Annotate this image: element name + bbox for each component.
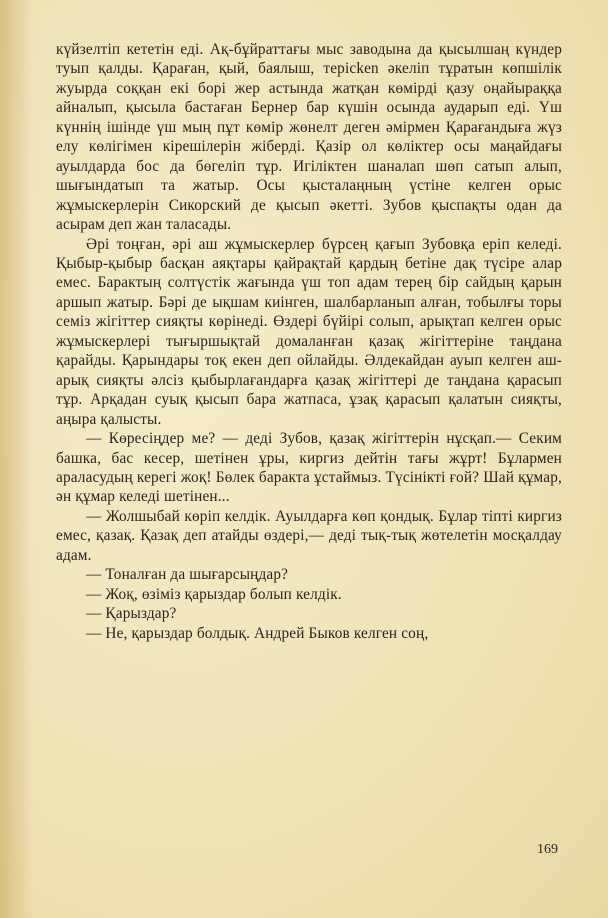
- paragraph-1: күйзелтіп кететін еді. Ақ-бұйраттағы мыс заводына да қысылшаң күндер туып қалды. Қараған, қый, баялыш, терісken әкеліп тұратын көпшілік жуырда соққан екі борі жер астында жатқан көмірді қазу оңайыраққа айналып, қысыла бастаған Бернер бар күшін осында аударып еді. Үш күннің ішінде үш мың пұт көмір жөнелт деген әмірмен Қарағандыға жүз елу көлігімен кірешілерін жіберді. Қазір ол көліктер осы маңайдағы ауылдарда бос да бөгеліп тұр. Игіліктен шаналап шөп сатып алып, шығындатып та жатыр. Осы қысталаңның үстіне келген орыс жұмыскерлерін Сикорский де қысып әкетті. Зубов қыспақты одан да асырам деп жан таласады.: [56, 41, 562, 234]
- page-number: 169: [537, 842, 558, 857]
- paragraph-4: — Жолшыбай көріп келдік. Ауылдарға көп қондық. Бұлар тіпті киргиз емес, қазақ. Қазақ деп атайды өздері,— деді тық-тық жөтелетін мосқалдау адам.: [56, 507, 562, 564]
- paragraph-3: — Көресіңдер ме? — деді Зубов, қазақ жігіттерін нұсқап.— Секим башка, бас кесер, шетінен ұры, киргиз дейтін тағы жұрт! Бұлармен араласудың керегі жоқ! Бөлек баракта ұстаймыз. Түсінікті ғой? Шай құмар, ән құмар келеді шетінен...: [56, 430, 562, 506]
- page-text: [56, 40, 562, 643]
- paragraph-2: Әрі тоңған, әрі аш жұмыскерлер бүрсең қағып Зубовқа еріп келеді. Қыбыр-қыбыр басқан аяқтары қайрақтай қардың бетіне дақ түсіре алар емес. Барактың солтүстік жағында үш топ адам терең бір сайдың қарын аршып жатыр. Бәрі де ықшам киінген, шалбарланып алған, тобылғы торы семіз жігіттер сияқты көрінеді. Өздері бүйірі солып, арықтап келген орыс жұмыскерлері тығыршықтай домаланған қазақ жігіттеріне таңдана қарайды. Қарындары тоқ екен деп ойлайды. Әлдекайдан ауып келген аш-арық сияқты әлсіз қыбырлағандарға қазақ жігіттері де таңдана қарасып тұр. Арқадан суық қысып бара жатпаса, ұзақ қарасып қалатын сияқты, аңыра қалысты.: [56, 235, 562, 428]
- paragraph-5: — Тоналған да шығарсыңдар?: [86, 566, 289, 584]
- paragraph-8: — Не, қарыздар болдық. Андрей Быков келген соң,: [86, 624, 429, 642]
- paragraph-6: — Жоқ, өзіміз қарыздар болып келдік.: [86, 585, 342, 603]
- paragraph-7: — Қарыздар?: [86, 605, 177, 623]
